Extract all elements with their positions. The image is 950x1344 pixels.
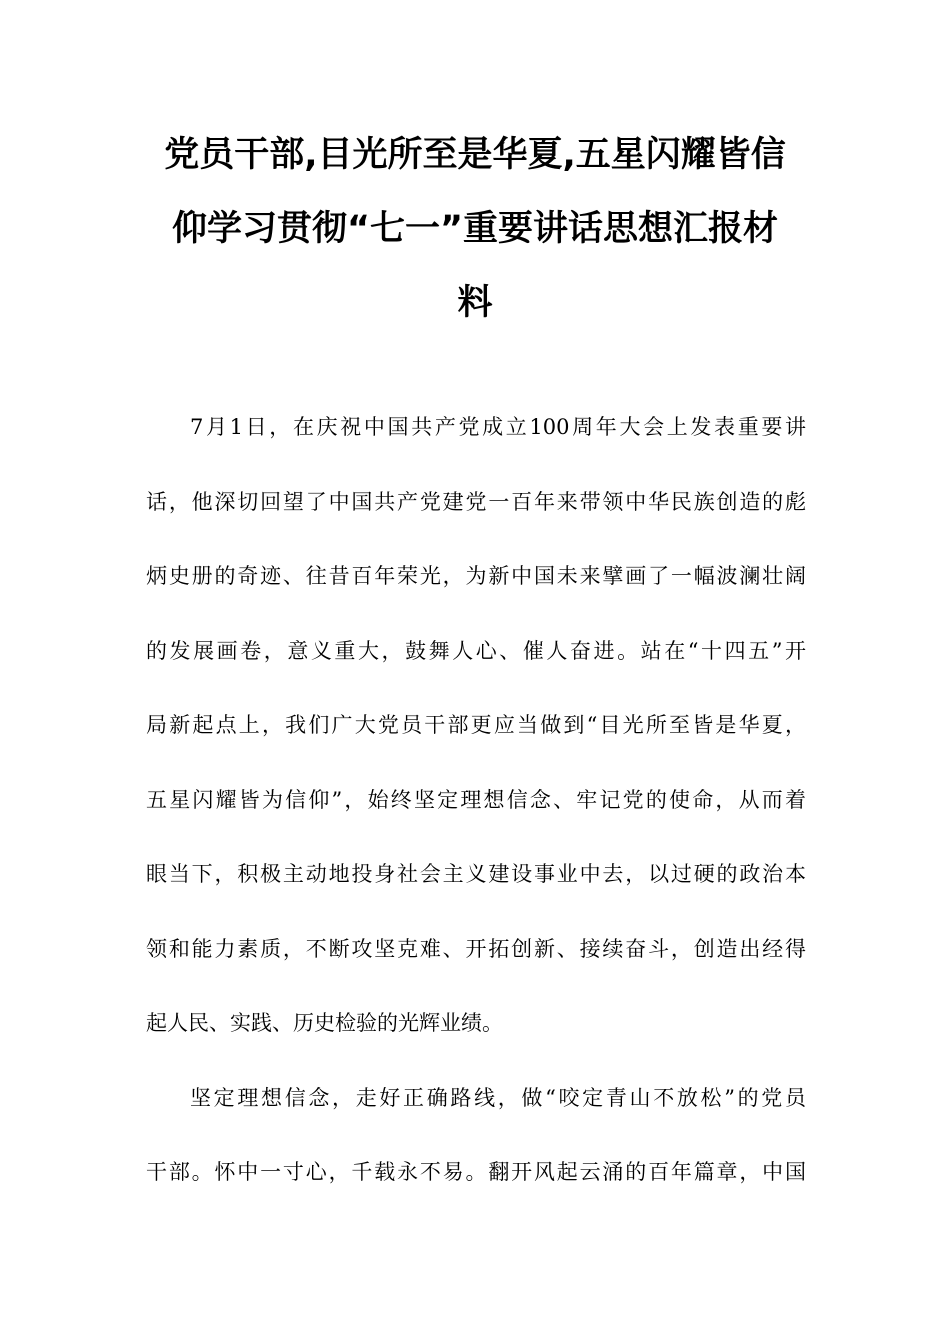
text-line: 话，他深切回望了中国共产党建党一百年来带领中华民族创造的彪 (146, 489, 806, 514)
text-line: 干部。怀中一寸心，千载永不易。翻开风起云涌的百年篇章，中国 (146, 1160, 806, 1184)
text-line: 坚定理想信念，走好正确路线，做“咬定青山不放松”的党员 (190, 1085, 806, 1110)
text-line: 局新起点上，我们广大党员干部更应当做到“目光所至皆是华夏， (146, 713, 806, 737)
document-body (146, 390, 806, 1210)
text-line: 领和能力素质，不断攻坚克难、开拓创新、接续奋斗，创造出经得 (146, 936, 806, 961)
paragraph-2 (146, 1061, 806, 1210)
paragraph-1 (146, 390, 806, 1061)
title-line: 仰学习贯彻“七一”重要讲话思想汇报材 (171, 209, 778, 249)
text-line: 7月1日，在庆祝中国共产党成立100周年大会上发表重要讲 (190, 415, 806, 439)
text-line: 炳史册的奇迹、往昔百年荣光，为新中国未来擘画了一幅波澜壮阔 (146, 564, 806, 588)
text-line: 的发展画卷，意义重大，鼓舞人心、催人奋进。站在“十四五”开 (146, 638, 806, 663)
title-line: 党员干部,目光所至是华夏,五星闪耀皆信 (164, 135, 786, 175)
text-line: 眼当下，积极主动地投身社会主义建设事业中去，以过硬的政治本 (146, 862, 806, 886)
title-line: 料 (457, 283, 493, 323)
document-title (140, 118, 810, 340)
text-line: 起人民、实践、历史检验的光辉业绩。 (146, 1011, 503, 1035)
text-line: 五星闪耀皆为信仰”，始终坚定理想信念、牢记党的使命，从而着 (146, 787, 806, 812)
